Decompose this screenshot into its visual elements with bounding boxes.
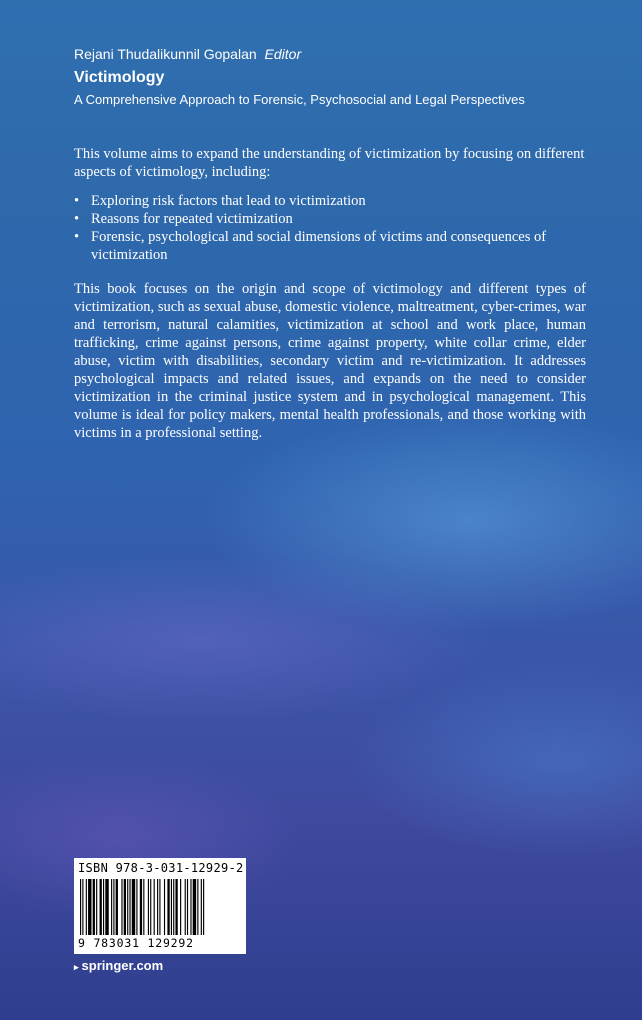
editor-line bbox=[74, 46, 301, 62]
barcode-bar bbox=[111, 879, 112, 935]
barcode-bar bbox=[140, 879, 142, 935]
isbn-label: ISBN 978-3-031-12929-2 bbox=[78, 861, 244, 875]
barcode-bar bbox=[150, 879, 151, 935]
barcode-bar bbox=[167, 879, 169, 935]
barcode-bar bbox=[193, 879, 196, 935]
barcode-bar bbox=[185, 879, 186, 935]
intro-paragraph: This volume aims to expand the understanding of victimization by focusing on different aspects of victimology, including: bbox=[74, 146, 585, 180]
barcode-image bbox=[80, 879, 240, 935]
barcode-bar bbox=[180, 879, 181, 935]
barcode-bar bbox=[171, 879, 172, 935]
barcode-bar bbox=[159, 879, 160, 935]
barcode-bar bbox=[164, 879, 165, 935]
barcode-bar bbox=[80, 879, 81, 935]
editor-name: Rejani Thudalikunnil Gopalan bbox=[74, 46, 257, 62]
description-paragraph: This book focuses on the origin and scope of victimology and different types of victimization, such as sexual abuse, domestic violence, maltreatment, cyber-crimes, war and terrorism, natural calamities, victimization at school and work place, human trafficking, crime against persons, crime against property, white collar crime, elder abuse, victim with disabilities, secondary victim and re-victimization. It addresses psychological impacts and related issues, and expands on the need to consider victimization in the criminal justice system and in psychological management. This volume is ideal for policy makers, mental health professionals, and those working with victims in a professional setting. bbox=[74, 281, 586, 441]
publisher-url: springer.com bbox=[81, 958, 164, 973]
bullet-item: • Forensic, psychological and social dimensions of victims and consequences of victimization bbox=[74, 228, 586, 264]
barcode-bar bbox=[124, 879, 126, 935]
barcode-bar bbox=[82, 879, 83, 935]
book-subtitle: A Comprehensive Approach to Forensic, Psychosocial and Legal Perspectives bbox=[74, 92, 525, 107]
barcode-bar bbox=[136, 879, 137, 935]
barcode-bar bbox=[143, 879, 144, 935]
arrow-icon: ▸ bbox=[74, 962, 79, 972]
bullet-item: • Reasons for repeated victimization bbox=[74, 210, 586, 228]
barcode-bar bbox=[105, 879, 108, 935]
barcode-bar bbox=[103, 879, 104, 935]
barcode-bar bbox=[121, 879, 122, 935]
barcode-bar bbox=[203, 879, 204, 935]
barcode-digits: 9 783031 129292 bbox=[78, 936, 194, 950]
book-title: Victimology bbox=[74, 69, 165, 86]
barcode-bar bbox=[88, 879, 91, 935]
bullet-item: • Exploring risk factors that lead to victimization bbox=[74, 192, 586, 210]
editor-role: Editor bbox=[264, 46, 302, 62]
barcode-bar bbox=[175, 879, 177, 935]
barcode-bar bbox=[132, 879, 135, 935]
barcode-bar bbox=[201, 879, 202, 935]
barcode-bar bbox=[116, 879, 118, 935]
blurb bbox=[74, 145, 586, 442]
bullet-list bbox=[74, 192, 586, 264]
barcode-bar bbox=[100, 879, 102, 935]
barcode-bar bbox=[127, 879, 128, 935]
barcode-bar bbox=[157, 879, 158, 935]
barcode-bar bbox=[187, 879, 188, 935]
barcode-bar bbox=[86, 879, 87, 935]
barcode-bar bbox=[93, 879, 95, 935]
isbn-barcode-box bbox=[74, 858, 246, 954]
barcode-bar bbox=[148, 879, 149, 935]
barcode-bar bbox=[173, 879, 174, 935]
publisher-link[interactable] bbox=[74, 958, 163, 973]
barcode-bar bbox=[113, 879, 114, 935]
barcode-bar bbox=[96, 879, 97, 935]
barcode-bar bbox=[129, 879, 130, 935]
barcode-bar bbox=[154, 879, 155, 935]
barcode-bar bbox=[197, 879, 198, 935]
barcode-bar bbox=[190, 879, 191, 935]
